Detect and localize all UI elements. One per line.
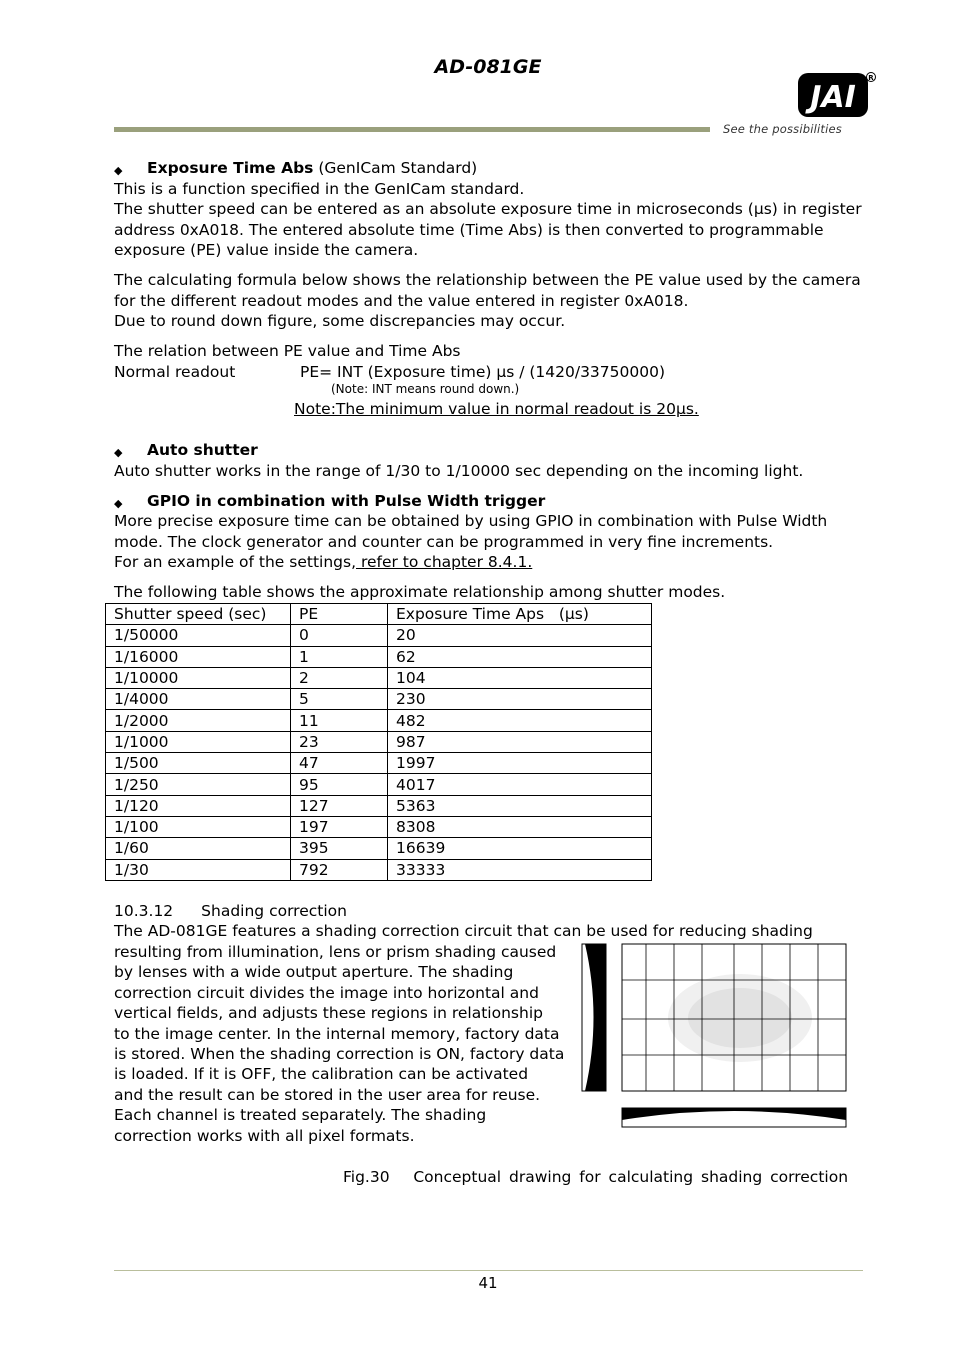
table-cell: 230 bbox=[388, 689, 652, 710]
formula-intro-line: Due to round down figure, some discrepancies may occur. bbox=[114, 312, 566, 330]
page-number: 41 bbox=[478, 1274, 498, 1292]
exposure-abs-line: This is a function specified in the GenICam standard. bbox=[114, 180, 525, 198]
table-cell: 987 bbox=[388, 731, 652, 752]
table-cell: 2 bbox=[291, 667, 388, 688]
formula-note: (Note: INT means round down.) bbox=[331, 382, 520, 396]
table-cell: 5363 bbox=[388, 795, 652, 816]
readout-label: Normal readout bbox=[114, 363, 236, 381]
table-header-row bbox=[106, 604, 652, 625]
header-cell: PE bbox=[291, 604, 388, 625]
shading-text-line: vertical fields, and adjusts these regions in relationship bbox=[114, 1004, 543, 1022]
table-row bbox=[106, 816, 652, 837]
table-row bbox=[106, 859, 652, 880]
shutter-table bbox=[105, 603, 652, 881]
header-cell: Shutter speed (sec) bbox=[106, 604, 291, 625]
exposure-abs-heading: Exposure Time Abs (GenICam Standard) bbox=[147, 159, 478, 177]
table-cell: 1/500 bbox=[106, 753, 291, 774]
section-heading: 10.3.12 Shading correction bbox=[114, 902, 347, 920]
shading-text-line: correction works with all pixel formats. bbox=[114, 1127, 415, 1145]
tagline: See the possibilities bbox=[723, 122, 843, 136]
table-cell: 1997 bbox=[388, 753, 652, 774]
shading-text-line: The AD-081GE features a shading correction circuit that can be used for reducing shading bbox=[114, 922, 813, 940]
table-cell: 792 bbox=[291, 859, 388, 880]
footer-rule bbox=[114, 1270, 863, 1271]
table-cell: 1 bbox=[291, 646, 388, 667]
formula-intro-line: The calculating formula below shows the relationship between the PE value used by the camera bbox=[114, 271, 861, 289]
table-cell: 11 bbox=[291, 710, 388, 731]
table-cell: 1/10000 bbox=[106, 667, 291, 688]
auto-shutter-text: Auto shutter works in the range of 1/30 to 1/10000 sec depending on the incoming light. bbox=[114, 462, 804, 480]
shading-text-line: by lenses with a wide output aperture. The shading bbox=[114, 963, 514, 981]
shading-text-line: resulting from illumination, lens or prism shading caused bbox=[114, 943, 557, 961]
table-cell: 0 bbox=[291, 625, 388, 646]
table-cell: 23 bbox=[291, 731, 388, 752]
table-cell: 33333 bbox=[388, 859, 652, 880]
table-cell: 1/60 bbox=[106, 838, 291, 859]
table-cell: 8308 bbox=[388, 816, 652, 837]
bullet-icon: ◆ bbox=[114, 497, 123, 510]
table-cell: 95 bbox=[291, 774, 388, 795]
table-cell: 62 bbox=[388, 646, 652, 667]
table-cell: 1/120 bbox=[106, 795, 291, 816]
shading-text-line: and the result can be stored in the user area for reuse. bbox=[114, 1086, 541, 1104]
table-intro: The following table shows the approximate relationship among shutter modes. bbox=[114, 583, 726, 601]
document-title: AD-081GE bbox=[434, 56, 542, 78]
relation-title: The relation between PE value and Time Abs bbox=[114, 342, 461, 360]
table-cell: 1/16000 bbox=[106, 646, 291, 667]
table-cell: 4017 bbox=[388, 774, 652, 795]
table-cell: 197 bbox=[291, 816, 388, 837]
formula-intro-line: for the different readout modes and the value entered in register 0xA018. bbox=[114, 292, 689, 310]
table-cell: 395 bbox=[291, 838, 388, 859]
table-cell: 1/100 bbox=[106, 816, 291, 837]
table-cell: 47 bbox=[291, 753, 388, 774]
figure-caption: Fig.30 Conceptual drawing for calculating shading correction bbox=[343, 1168, 849, 1186]
chapter-reference-link[interactable]: refer to chapter 8.4.1. bbox=[356, 553, 533, 571]
header-cell: Exposure Time Aps (µs) bbox=[388, 604, 652, 625]
svg-text:R: R bbox=[868, 74, 874, 82]
table-cell: 127 bbox=[291, 795, 388, 816]
table-cell: 1/2000 bbox=[106, 710, 291, 731]
header-rule bbox=[114, 127, 710, 132]
table-row bbox=[106, 710, 652, 731]
table-cell: 104 bbox=[388, 667, 652, 688]
auto-shutter-heading: Auto shutter bbox=[147, 441, 258, 459]
table-cell: 1/30 bbox=[106, 859, 291, 880]
jai-logo bbox=[796, 70, 878, 120]
shading-text-line: correction circuit divides the image into horizontal and bbox=[114, 984, 539, 1002]
bullet-icon: ◆ bbox=[114, 164, 123, 177]
table-cell: 1/1000 bbox=[106, 731, 291, 752]
exposure-abs-line: The shutter speed can be entered as an absolute exposure time in microseconds (µs) in register bbox=[114, 200, 862, 218]
table-row bbox=[106, 795, 652, 816]
table-row bbox=[106, 731, 652, 752]
table-cell: 1/250 bbox=[106, 774, 291, 795]
table-row bbox=[106, 625, 652, 646]
table-cell: 482 bbox=[388, 710, 652, 731]
pe-formula: PE= INT (Exposure time) µs / (1420/33750000) bbox=[300, 363, 666, 381]
shading-correction-figure bbox=[580, 940, 850, 1132]
minimum-value-note: Note:The minimum value in normal readout is 20µs. bbox=[294, 400, 699, 418]
table-row bbox=[106, 838, 652, 859]
gpio-heading: GPIO in combination with Pulse Width trigger bbox=[147, 492, 546, 510]
table-row bbox=[106, 753, 652, 774]
shading-text-line: is stored. When the shading correction is ON, factory data bbox=[114, 1045, 565, 1063]
exposure-abs-line: address 0xA018. The entered absolute time (Time Abs) is then converted to programmable bbox=[114, 221, 824, 239]
table-cell: 5 bbox=[291, 689, 388, 710]
table-row bbox=[106, 646, 652, 667]
shading-text-line: to the image center. In the internal memory, factory data bbox=[114, 1025, 560, 1043]
table-cell: 1/50000 bbox=[106, 625, 291, 646]
shading-text-line: is loaded. If it is OFF, the calibration can be activated bbox=[114, 1065, 529, 1083]
exposure-abs-line: exposure (PE) value inside the camera. bbox=[114, 241, 419, 259]
bullet-icon: ◆ bbox=[114, 446, 123, 459]
table-row bbox=[106, 774, 652, 795]
gpio-line: More precise exposure time can be obtained by using GPIO in combination with Pulse Width bbox=[114, 512, 828, 530]
table-cell: 16639 bbox=[388, 838, 652, 859]
gpio-line: mode. The clock generator and counter can be programmed in very fine increments. bbox=[114, 533, 774, 551]
table-cell: 1/4000 bbox=[106, 689, 291, 710]
shading-text-line: Each channel is treated separately. The shading bbox=[114, 1106, 487, 1124]
table-row bbox=[106, 689, 652, 710]
gpio-example: For an example of the settings, refer to chapter 8.4.1. bbox=[114, 553, 533, 571]
table-row bbox=[106, 667, 652, 688]
shading-inner-ellipse bbox=[688, 988, 792, 1048]
logo-text: JAI bbox=[810, 80, 856, 115]
table-cell: 20 bbox=[388, 625, 652, 646]
